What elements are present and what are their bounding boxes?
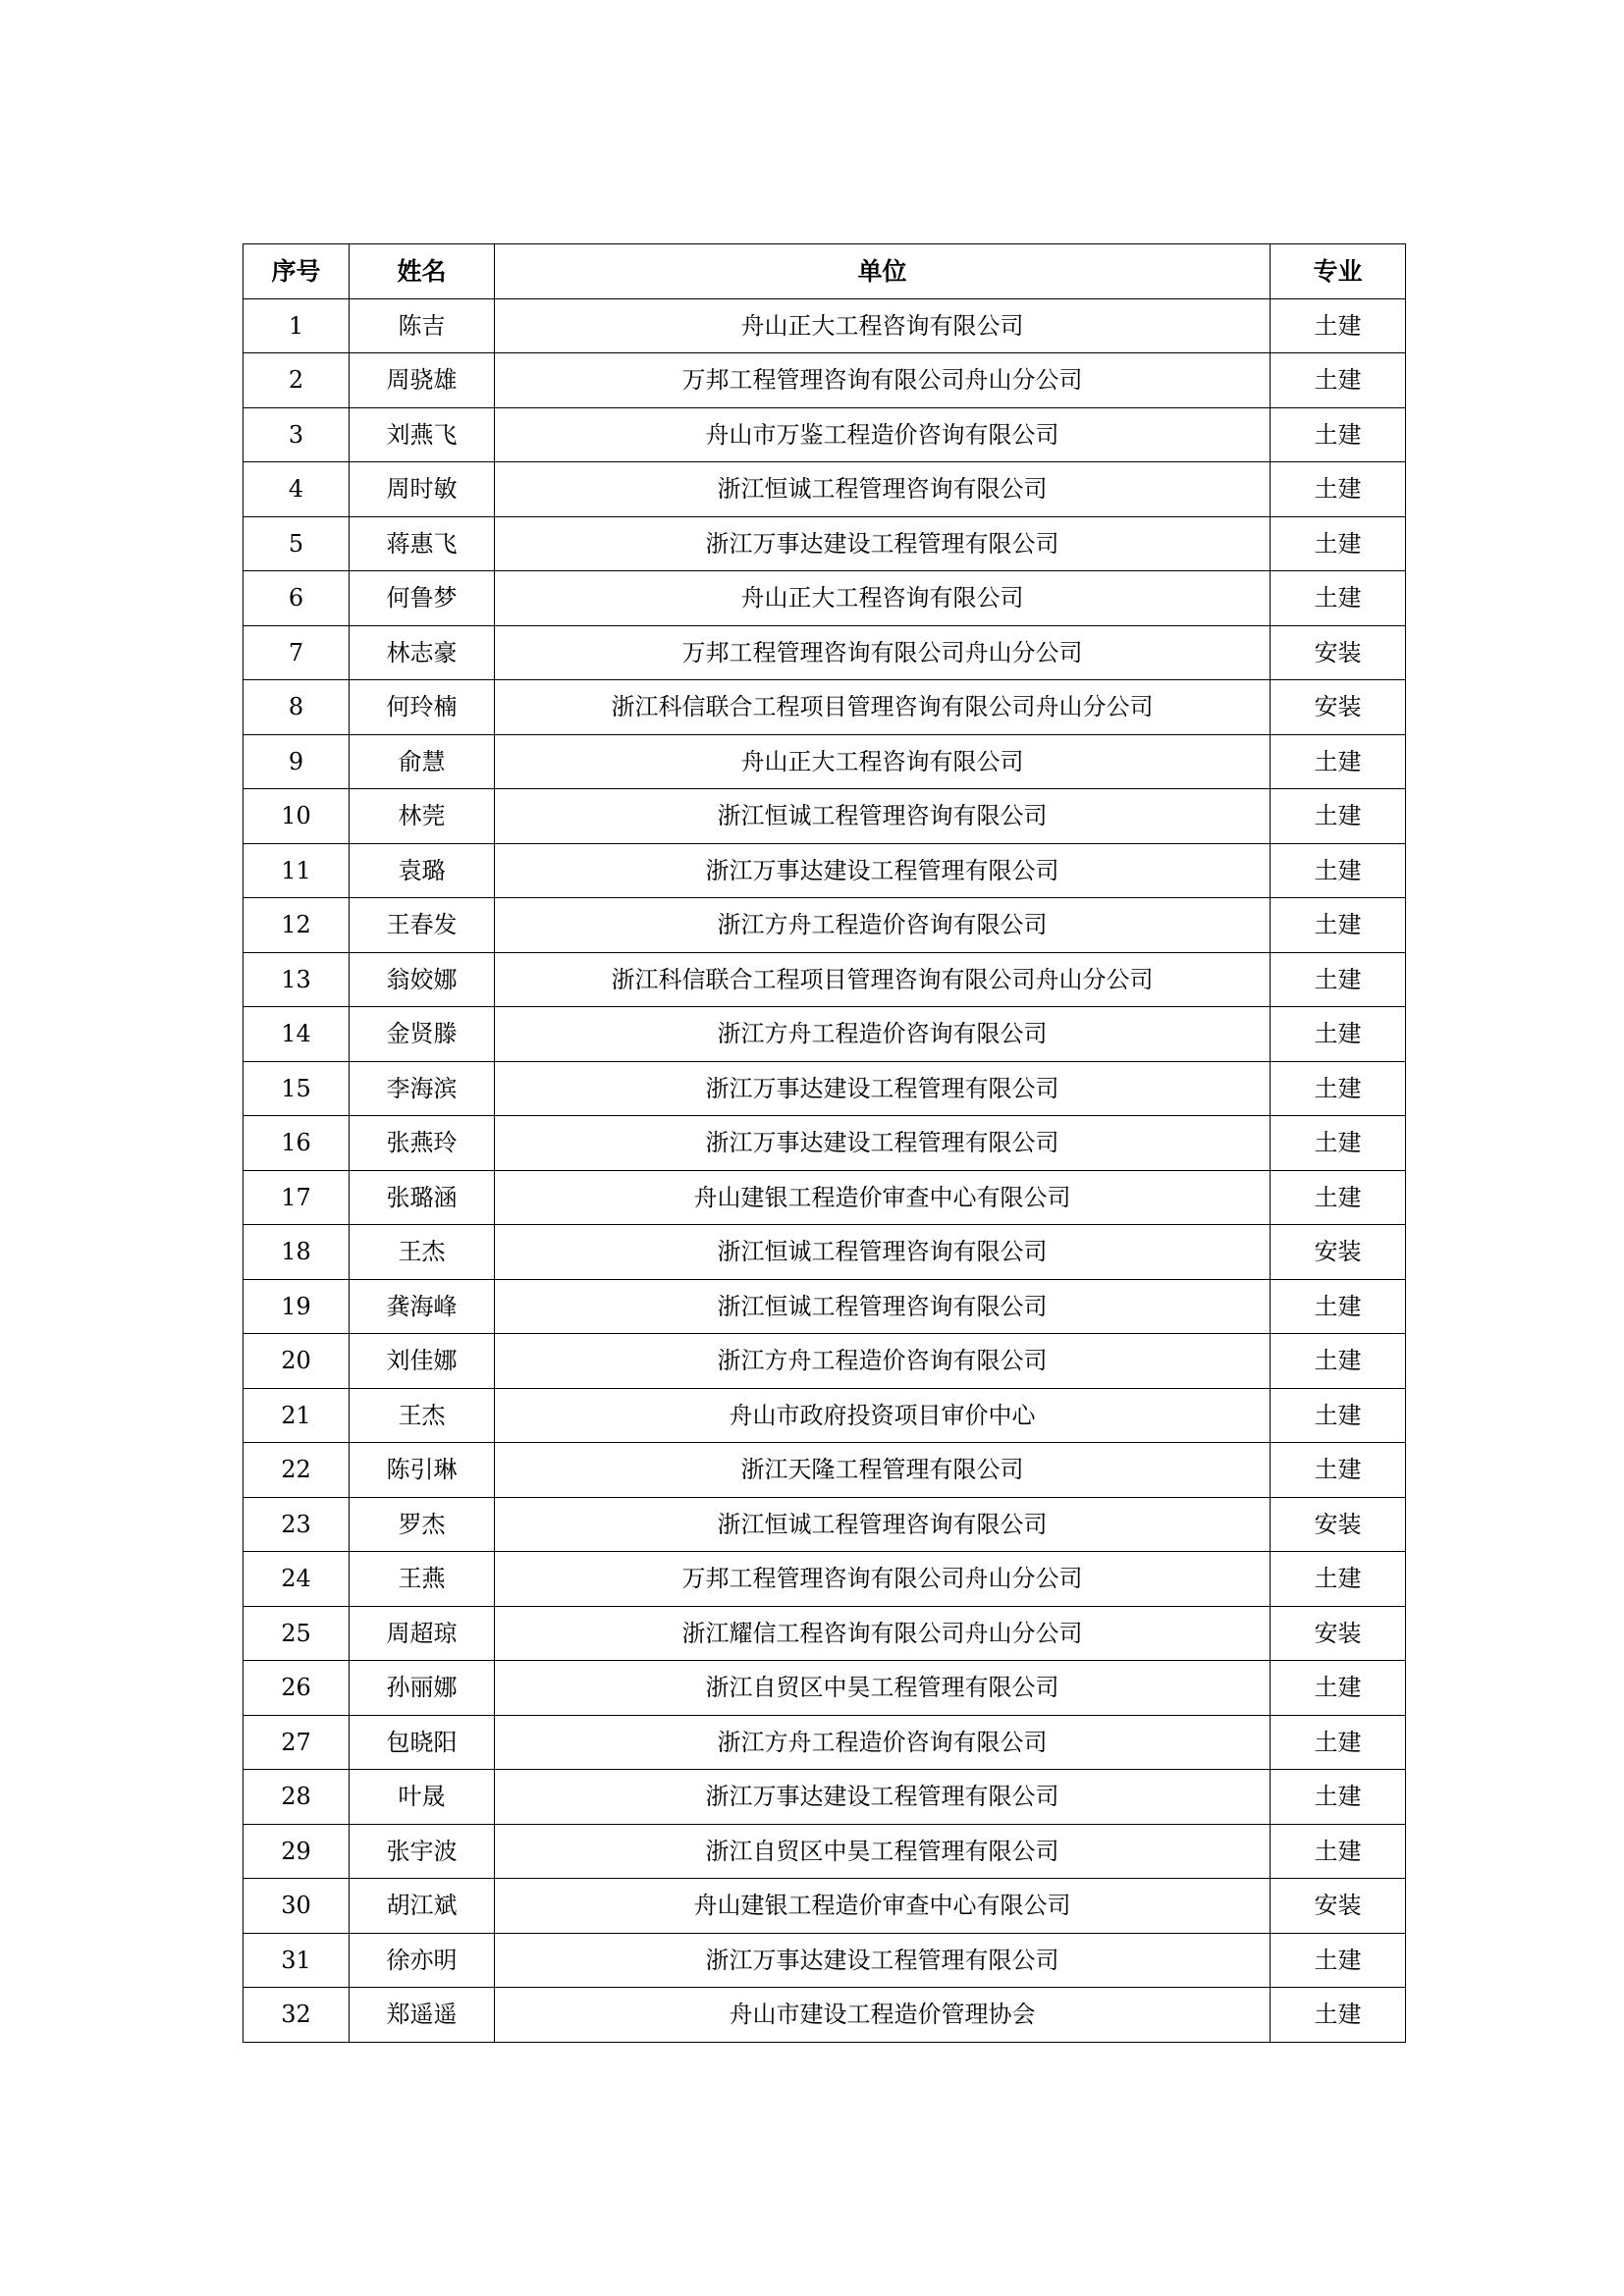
- cell-organization: 舟山市万鉴工程造价咨询有限公司: [495, 407, 1271, 462]
- cell-name: 王春发: [350, 898, 495, 953]
- cell-name: 周时敏: [350, 462, 495, 517]
- cell-name: 刘佳娜: [350, 1334, 495, 1389]
- cell-organization: 浙江自贸区中昊工程管理有限公司: [495, 1824, 1271, 1879]
- table-row: [244, 571, 1406, 626]
- table-row: [244, 462, 1406, 517]
- table-row: [244, 1770, 1406, 1825]
- cell-major: 安装: [1271, 625, 1406, 680]
- cell-major: 土建: [1271, 462, 1406, 517]
- cell-name: 胡江斌: [350, 1879, 495, 1934]
- cell-index: 5: [244, 516, 350, 571]
- cell-organization: 万邦工程管理咨询有限公司舟山分公司: [495, 353, 1271, 408]
- cell-major: 安装: [1271, 1225, 1406, 1280]
- cell-name: 叶晟: [350, 1770, 495, 1825]
- table-row: [244, 1443, 1406, 1498]
- cell-index: 6: [244, 571, 350, 626]
- table-row: [244, 1007, 1406, 1062]
- cell-name: 王杰: [350, 1388, 495, 1443]
- table-row: [244, 734, 1406, 789]
- cell-index: 4: [244, 462, 350, 517]
- cell-index: 32: [244, 1988, 350, 2043]
- cell-name: 周超琼: [350, 1606, 495, 1661]
- cell-index: 23: [244, 1497, 350, 1552]
- cell-index: 15: [244, 1061, 350, 1116]
- table-row: [244, 407, 1406, 462]
- cell-name: 何鲁梦: [350, 571, 495, 626]
- cell-index: 14: [244, 1007, 350, 1062]
- cell-index: 24: [244, 1552, 350, 1607]
- table-row: [244, 1661, 1406, 1716]
- cell-organization: 舟山正大工程咨询有限公司: [495, 734, 1271, 789]
- cell-major: 土建: [1271, 1334, 1406, 1389]
- cell-organization: 浙江恒诚工程管理咨询有限公司: [495, 1225, 1271, 1280]
- cell-major: 土建: [1271, 1116, 1406, 1171]
- table-row: [244, 1334, 1406, 1389]
- cell-major: 土建: [1271, 1170, 1406, 1225]
- table-header-row: [244, 244, 1406, 299]
- cell-name: 金贤滕: [350, 1007, 495, 1062]
- cell-name: 罗杰: [350, 1497, 495, 1552]
- table-row: [244, 1606, 1406, 1661]
- cell-name: 李海滨: [350, 1061, 495, 1116]
- table-row: [244, 1170, 1406, 1225]
- cell-organization: 浙江方舟工程造价咨询有限公司: [495, 898, 1271, 953]
- cell-major: 土建: [1271, 1279, 1406, 1334]
- cell-major: 土建: [1271, 571, 1406, 626]
- table-row: [244, 516, 1406, 571]
- cell-name: 王杰: [350, 1225, 495, 1280]
- cell-index: 18: [244, 1225, 350, 1280]
- cell-name: 林莞: [350, 789, 495, 844]
- cell-name: 王燕: [350, 1552, 495, 1607]
- cell-index: 27: [244, 1715, 350, 1770]
- cell-organization: 浙江天隆工程管理有限公司: [495, 1443, 1271, 1498]
- cell-major: 土建: [1271, 1715, 1406, 1770]
- cell-organization: 浙江科信联合工程项目管理咨询有限公司舟山分公司: [495, 952, 1271, 1007]
- cell-index: 28: [244, 1770, 350, 1825]
- cell-name: 包晓阳: [350, 1715, 495, 1770]
- cell-index: 30: [244, 1879, 350, 1934]
- cell-name: 张璐涵: [350, 1170, 495, 1225]
- cell-organization: 浙江方舟工程造价咨询有限公司: [495, 1007, 1271, 1062]
- cell-index: 3: [244, 407, 350, 462]
- table-row: [244, 1988, 1406, 2043]
- table-row: [244, 298, 1406, 353]
- cell-major: 土建: [1271, 952, 1406, 1007]
- table-row: [244, 625, 1406, 680]
- cell-index: 31: [244, 1933, 350, 1988]
- cell-name: 龚海峰: [350, 1279, 495, 1334]
- cell-organization: 浙江万事达建设工程管理有限公司: [495, 1770, 1271, 1825]
- cell-index: 16: [244, 1116, 350, 1171]
- table-body: [244, 298, 1406, 2042]
- cell-major: 土建: [1271, 1552, 1406, 1607]
- cell-organization: 浙江恒诚工程管理咨询有限公司: [495, 1497, 1271, 1552]
- cell-organization: 舟山建银工程造价审查中心有限公司: [495, 1170, 1271, 1225]
- cell-organization: 舟山正大工程咨询有限公司: [495, 298, 1271, 353]
- cell-major: 土建: [1271, 789, 1406, 844]
- table-row: [244, 1552, 1406, 1607]
- cell-organization: 万邦工程管理咨询有限公司舟山分公司: [495, 1552, 1271, 1607]
- table-row: [244, 680, 1406, 735]
- cell-organization: 舟山建银工程造价审查中心有限公司: [495, 1879, 1271, 1934]
- cell-name: 何玲楠: [350, 680, 495, 735]
- cell-index: 13: [244, 952, 350, 1007]
- cell-name: 陈引琳: [350, 1443, 495, 1498]
- cell-organization: 万邦工程管理咨询有限公司舟山分公司: [495, 625, 1271, 680]
- cell-organization: 浙江万事达建设工程管理有限公司: [495, 1116, 1271, 1171]
- cell-major: 土建: [1271, 898, 1406, 953]
- cell-name: 俞慧: [350, 734, 495, 789]
- cell-organization: 浙江恒诚工程管理咨询有限公司: [495, 462, 1271, 517]
- cell-organization: 浙江万事达建设工程管理有限公司: [495, 516, 1271, 571]
- table-row: [244, 1933, 1406, 1988]
- table-row: [244, 1225, 1406, 1280]
- cell-index: 7: [244, 625, 350, 680]
- cell-organization: 浙江万事达建设工程管理有限公司: [495, 1933, 1271, 1988]
- cell-index: 12: [244, 898, 350, 953]
- table-row: [244, 1824, 1406, 1879]
- cell-name: 张燕玲: [350, 1116, 495, 1171]
- cell-index: 11: [244, 843, 350, 898]
- cell-name: 翁姣娜: [350, 952, 495, 1007]
- cell-organization: 舟山正大工程咨询有限公司: [495, 571, 1271, 626]
- cell-major: 土建: [1271, 1388, 1406, 1443]
- cell-name: 徐亦明: [350, 1933, 495, 1988]
- cell-organization: 浙江方舟工程造价咨询有限公司: [495, 1715, 1271, 1770]
- cell-major: 土建: [1271, 298, 1406, 353]
- cell-major: 安装: [1271, 680, 1406, 735]
- cell-organization: 浙江方舟工程造价咨询有限公司: [495, 1334, 1271, 1389]
- table-header: [244, 244, 1406, 299]
- cell-index: 25: [244, 1606, 350, 1661]
- table-row: [244, 1388, 1406, 1443]
- cell-organization: 浙江耀信工程咨询有限公司舟山分公司: [495, 1606, 1271, 1661]
- cell-organization: 浙江恒诚工程管理咨询有限公司: [495, 789, 1271, 844]
- column-header-name: 姓名: [350, 244, 495, 299]
- roster-table: [243, 243, 1406, 2043]
- cell-name: 周骁雄: [350, 353, 495, 408]
- cell-name: 孙丽娜: [350, 1661, 495, 1716]
- cell-major: 土建: [1271, 843, 1406, 898]
- cell-major: 土建: [1271, 353, 1406, 408]
- cell-name: 张宇波: [350, 1824, 495, 1879]
- cell-index: 17: [244, 1170, 350, 1225]
- cell-name: 陈吉: [350, 298, 495, 353]
- table-row: [244, 1715, 1406, 1770]
- cell-organization: 浙江恒诚工程管理咨询有限公司: [495, 1279, 1271, 1334]
- cell-index: 20: [244, 1334, 350, 1389]
- cell-index: 26: [244, 1661, 350, 1716]
- column-header-index: 序号: [244, 244, 350, 299]
- cell-name: 袁璐: [350, 843, 495, 898]
- table-row: [244, 952, 1406, 1007]
- cell-major: 土建: [1271, 1933, 1406, 1988]
- cell-name: 郑遥遥: [350, 1988, 495, 2043]
- table-row: [244, 898, 1406, 953]
- cell-organization: 浙江科信联合工程项目管理咨询有限公司舟山分公司: [495, 680, 1271, 735]
- table-row: [244, 843, 1406, 898]
- cell-organization: 浙江万事达建设工程管理有限公司: [495, 1061, 1271, 1116]
- cell-major: 土建: [1271, 1770, 1406, 1825]
- cell-index: 19: [244, 1279, 350, 1334]
- cell-organization: 舟山市建设工程造价管理协会: [495, 1988, 1271, 2043]
- cell-major: 安装: [1271, 1497, 1406, 1552]
- column-header-major: 专业: [1271, 244, 1406, 299]
- table-row: [244, 1879, 1406, 1934]
- cell-index: 1: [244, 298, 350, 353]
- table-row: [244, 789, 1406, 844]
- cell-index: 9: [244, 734, 350, 789]
- cell-major: 土建: [1271, 1061, 1406, 1116]
- cell-major: 土建: [1271, 1988, 1406, 2043]
- cell-major: 土建: [1271, 734, 1406, 789]
- cell-name: 蒋惠飞: [350, 516, 495, 571]
- cell-index: 8: [244, 680, 350, 735]
- cell-name: 刘燕飞: [350, 407, 495, 462]
- cell-index: 22: [244, 1443, 350, 1498]
- column-header-organization: 单位: [495, 244, 1271, 299]
- cell-organization: 浙江万事达建设工程管理有限公司: [495, 843, 1271, 898]
- cell-major: 安装: [1271, 1606, 1406, 1661]
- cell-major: 土建: [1271, 1443, 1406, 1498]
- roster-table-container: [243, 243, 1381, 2043]
- cell-organization: 舟山市政府投资项目审价中心: [495, 1388, 1271, 1443]
- table-row: [244, 1061, 1406, 1116]
- cell-name: 林志豪: [350, 625, 495, 680]
- table-row: [244, 1279, 1406, 1334]
- cell-major: 土建: [1271, 1824, 1406, 1879]
- table-row: [244, 353, 1406, 408]
- table-row: [244, 1497, 1406, 1552]
- cell-major: 土建: [1271, 516, 1406, 571]
- cell-index: 10: [244, 789, 350, 844]
- cell-organization: 浙江自贸区中昊工程管理有限公司: [495, 1661, 1271, 1716]
- cell-index: 21: [244, 1388, 350, 1443]
- cell-major: 土建: [1271, 407, 1406, 462]
- cell-major: 土建: [1271, 1661, 1406, 1716]
- cell-major: 土建: [1271, 1007, 1406, 1062]
- table-row: [244, 1116, 1406, 1171]
- cell-major: 安装: [1271, 1879, 1406, 1934]
- cell-index: 29: [244, 1824, 350, 1879]
- cell-index: 2: [244, 353, 350, 408]
